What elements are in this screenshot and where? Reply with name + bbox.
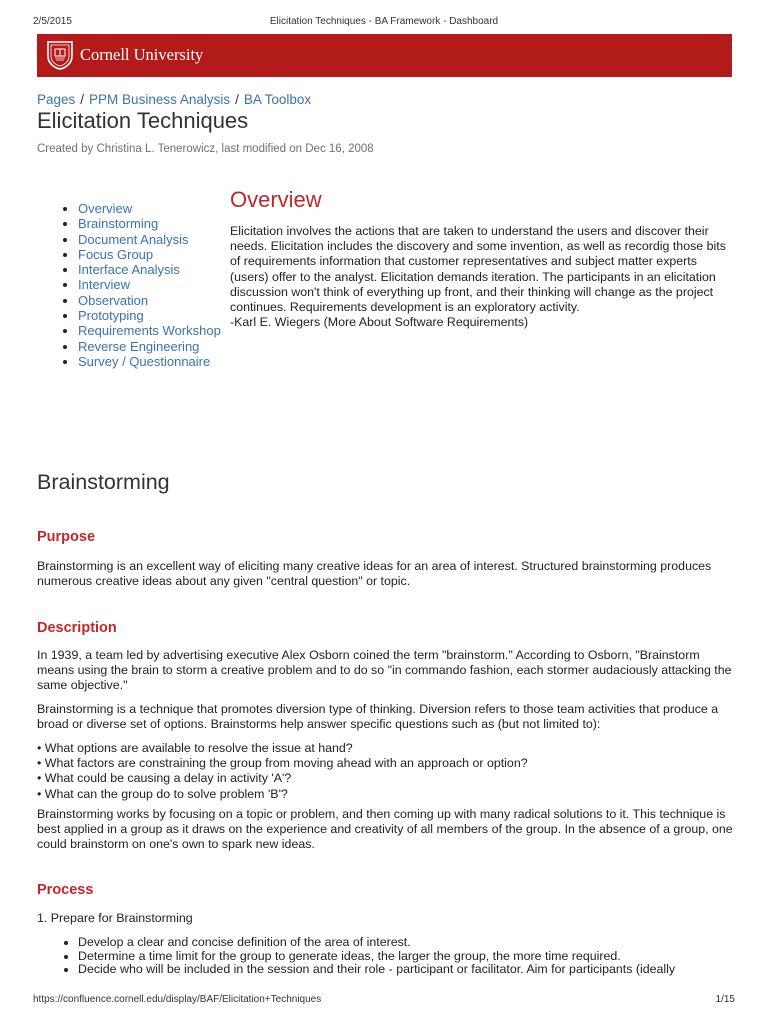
list-item: • What factors are constraining the group from moving ahead with an approach or option? — [37, 756, 528, 771]
overview-paragraph: Elicitation involves the actions that are taken to understand the users and discover their needs. Elicitation includes the discovery and some invention, as well as recordig those bits of requirements information that customer representatives and subject matter experts (users) offer to the analyst. Elicitation demands iteration. The participants in an elicitation discussion won't think of everything up front, and their thinking will change as the project continues. Requirements development is an exploratory activity. — [230, 224, 726, 315]
overview-heading: Overview — [230, 187, 322, 212]
print-footer — [33, 994, 735, 1008]
toc-link-brainstorming[interactable]: Brainstorming — [78, 216, 159, 232]
page-byline: Created by Christina L. Tenerowicz, last modified on Dec 16, 2008 — [37, 143, 374, 155]
table-of-contents — [60, 201, 228, 369]
overview-attribution: -Karl E. Wiegers (More About Software Requirements) — [230, 315, 529, 330]
toc-item — [78, 308, 228, 323]
breadcrumb-ba-toolbox[interactable]: BA Toolbox — [243, 92, 312, 107]
description-paragraph-1: In 1939, a team led by advertising executive Alex Osborn coined the term "brainstorm." According to Osborn, "Brainstorm means using the brain to storm a creative problem and to do so "in commando fashion, each stormer audaciously attacking the same objective." — [37, 648, 732, 693]
cornell-seal-icon — [46, 40, 74, 70]
process-heading: Process — [37, 882, 94, 898]
print-title: Elicitation Techniques - BA Framework - Dashboard — [269, 16, 499, 27]
brand-name[interactable]: Cornell University — [80, 45, 204, 64]
toc-item — [78, 339, 228, 354]
toc-link-reverse-engineering[interactable]: Reverse Engineering — [78, 338, 200, 354]
process-step-1: 1. Prepare for Brainstorming — [37, 911, 193, 925]
site-banner — [37, 34, 732, 77]
print-date: 2/5/2015 — [33, 16, 72, 27]
page-url: https://confluence.cornell.edu/display/BAF/Elicitation+Techniques — [33, 994, 322, 1005]
toc-item — [78, 216, 228, 231]
purpose-paragraph: Brainstorming is an excellent way of eliciting many creative ideas for an area of interest. Structured brainstorming produces numerous creative ideas about any given "central question" or topic. — [37, 559, 712, 589]
toc-item — [78, 354, 228, 369]
toc-link-document-analysis[interactable]: Document Analysis — [78, 231, 189, 247]
breadcrumb: Pages / PPM Business Analysis / BA Toolbox — [37, 92, 312, 107]
list-item: • Develop a clear and concise definition of the area of interest. — [78, 936, 768, 950]
toc-item — [78, 323, 228, 338]
toc-item — [78, 262, 228, 277]
list-item: • What options are available to resolve the issue at hand? — [37, 741, 353, 755]
list-item: • What can the group do to solve problem 'B'? — [37, 786, 288, 801]
overview-body — [230, 224, 738, 330]
toc-link-focus-group[interactable]: Focus Group — [78, 246, 154, 262]
page-number: 1/15 — [715, 994, 735, 1005]
print-header — [33, 16, 735, 30]
toc-link-prototyping[interactable]: Prototyping — [78, 308, 144, 324]
toc-item — [78, 247, 228, 262]
purpose-heading: Purpose — [37, 529, 96, 545]
toc-link-requirements-workshop[interactable]: Requirements Workshop — [78, 323, 221, 339]
description-paragraph-3: Brainstorming works by focusing on a topic or problem, and then coming up with many radical solutions to it. This technique is best applied in a group as it draws on the experience and creativity of all members of the group. In the absence of a group, one could brainstorm on one's own to spark new ideas. — [37, 807, 733, 852]
toc-link-survey-questionnaire[interactable]: Survey / Questionnaire — [78, 353, 211, 369]
brainstorming-heading: Brainstorming — [37, 470, 170, 494]
prepare-list — [60, 936, 768, 977]
list-item: • Decide who will be included in the session and their role - participant or facilitator. Aim for participants (ideally — [78, 963, 768, 977]
toc-item — [78, 277, 228, 292]
toc-item — [78, 232, 228, 247]
description-heading: Description — [37, 620, 117, 636]
toc-item — [78, 293, 228, 308]
toc-item — [78, 201, 228, 216]
list-item: • Determine a time limit for the group to generate ideas, the larger the group, the more time required. — [78, 950, 768, 964]
description-paragraph-2: Brainstorming is a technique that promotes diversion type of thinking. Diversion refers to those team activities that produce a broad or diverse set of options. Brainstorms help answer specific questions such as (but not limited to): — [37, 702, 719, 732]
toc-link-overview[interactable]: Overview — [78, 201, 133, 216]
toc-link-interface-analysis[interactable]: Interface Analysis — [78, 262, 180, 278]
question-list — [37, 741, 737, 802]
breadcrumb-ppm-business-analysis[interactable]: PPM Business Analysis — [89, 92, 231, 107]
toc-link-observation[interactable]: Observation — [78, 292, 149, 308]
breadcrumb-pages[interactable]: Pages — [37, 92, 76, 107]
list-item: • What could be causing a delay in activity 'A'? — [37, 771, 292, 786]
page-title: Elicitation Techniques — [37, 108, 249, 133]
toc-link-interview[interactable]: Interview — [78, 277, 131, 293]
